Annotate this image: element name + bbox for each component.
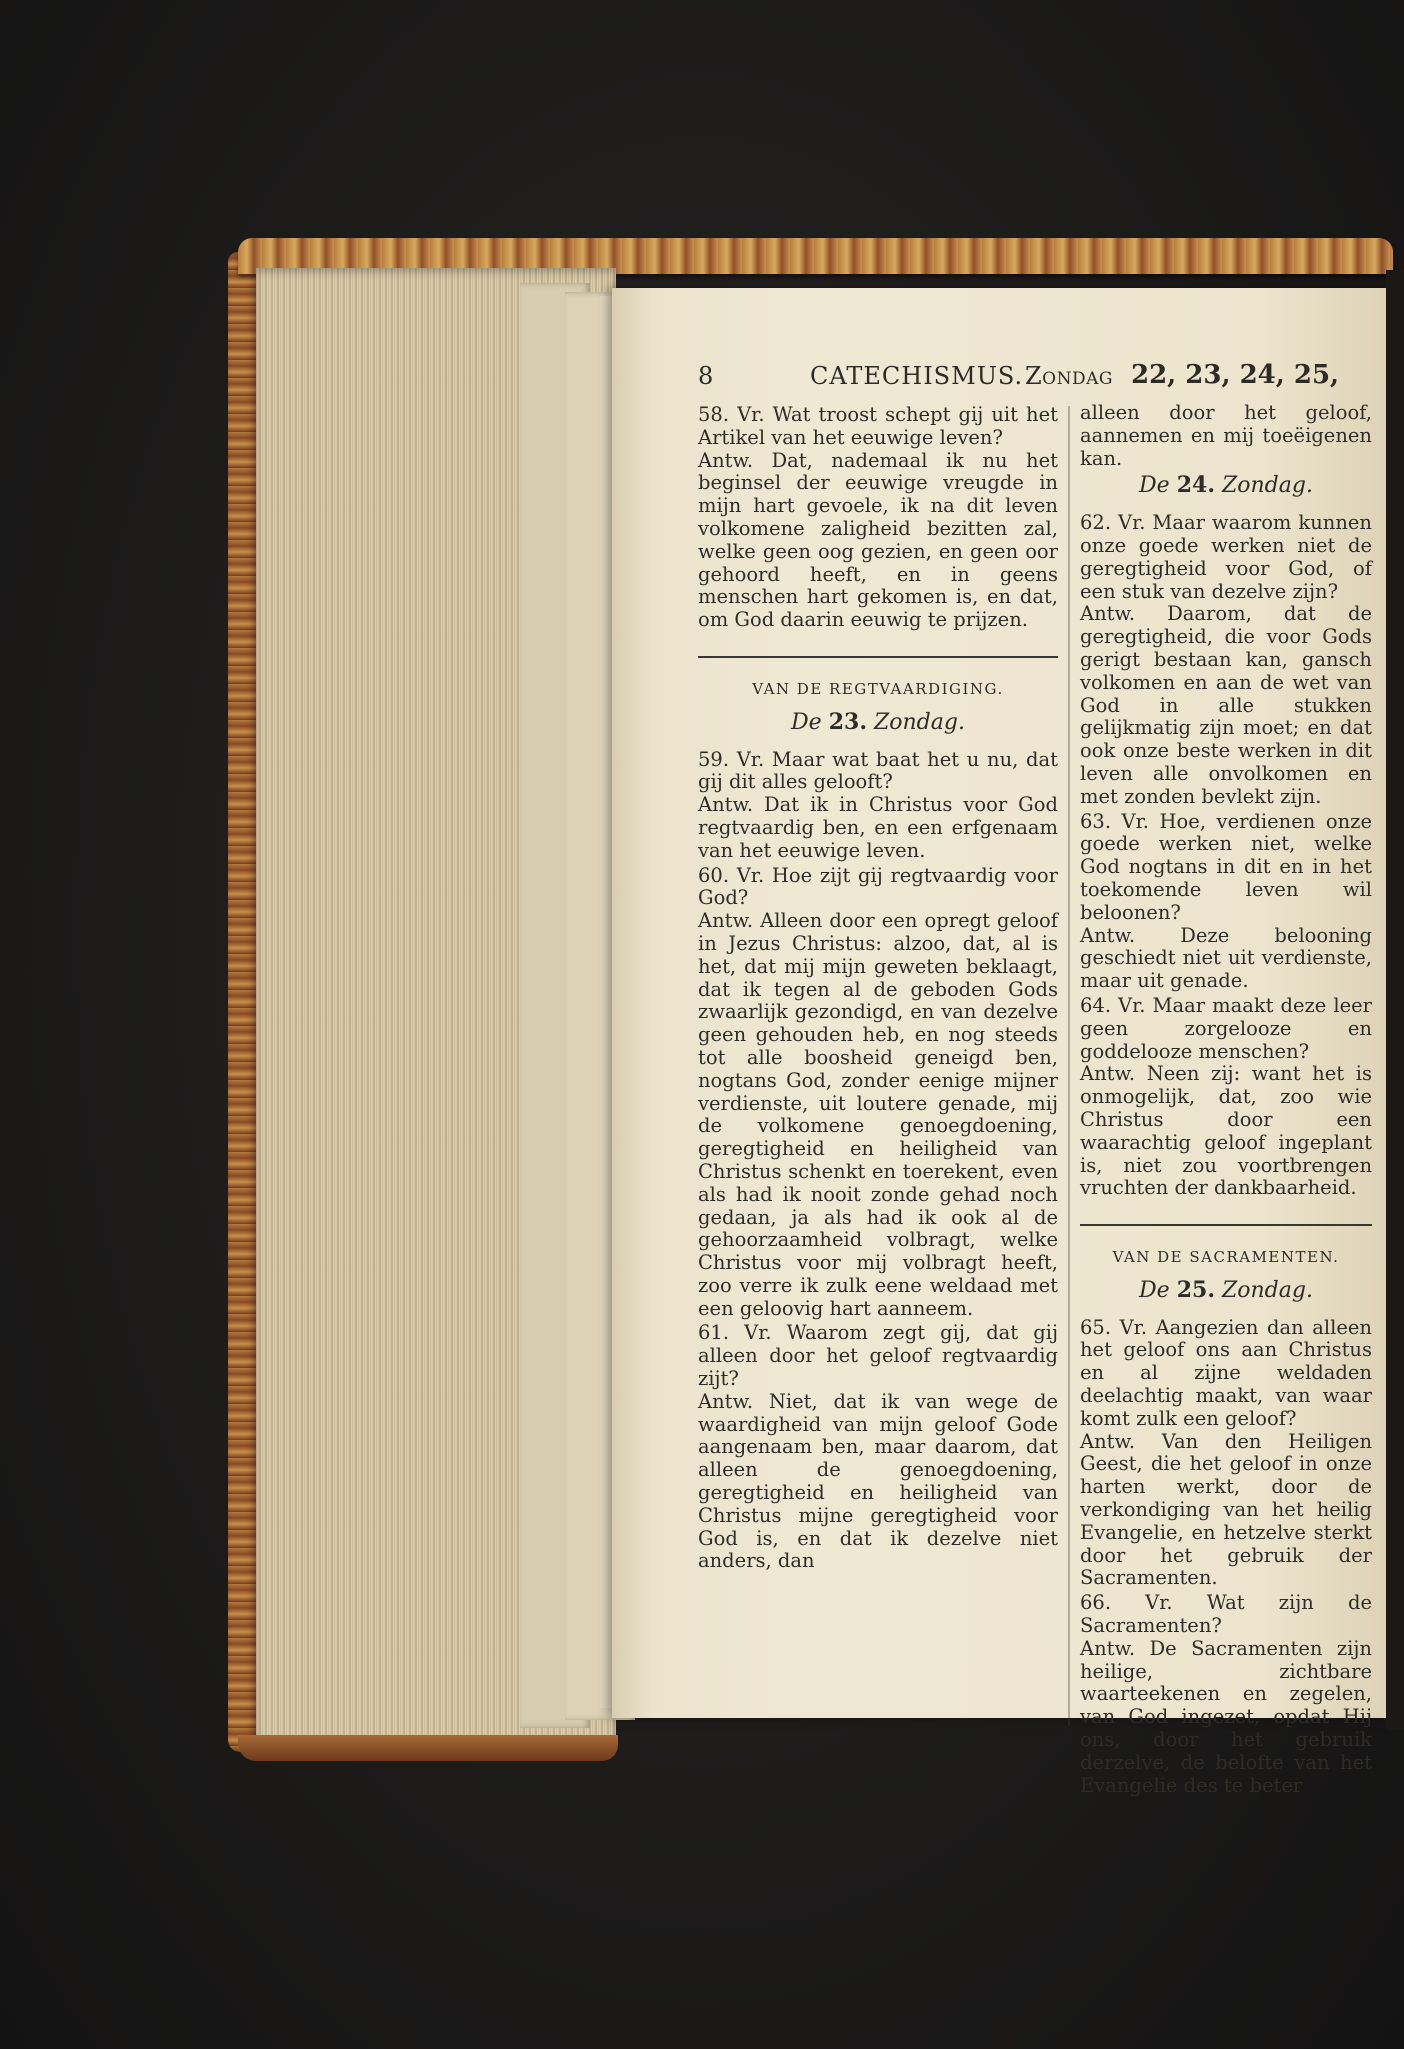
sunday-heading-25 <box>1080 1276 1372 1303</box>
sunday-heading-23 <box>698 708 1058 735</box>
sunday-number: 23. <box>828 708 867 735</box>
header-title: CATECHISMUS. <box>810 362 1024 390</box>
sunday-number: 24. <box>1176 472 1215 499</box>
answer-58: Antw. Dat, nademaal ik nu het beginsel der eeuwige vreugde in mijn hart gevoele, ik na dit leven volkomene zaligheid bezitten zal, welke geen oog gezien, en geen oor gehoord heeft, en in geens menschen hart gekomen is, en dat, om God daarin eeuwig te prijzen. <box>698 448 1058 632</box>
answer-63: Antw. Deze belooning geschiedt niet uit verdienste, maar uit genade. <box>1080 923 1372 993</box>
answer-59: Antw. Dat ik in Christus voor God regtvaardig ben, en een erfgenaam van het eeuwige leven. <box>698 793 1058 862</box>
header-sunday-numbers: 22, 23, 24, 25, <box>1131 360 1340 390</box>
answer-66: Antw. De Sacramenten zijn heilige, zichtbare waarteekenen en zegelen, van God ingezet, opdat Hij ons, door het gebruik derzelve, de belofte van het Evangelie des te beter <box>1080 1636 1372 1797</box>
sunday-de: De <box>1139 473 1170 499</box>
header-zondag: Zondag <box>1025 362 1113 390</box>
sunday-number: 25. <box>1176 1276 1215 1303</box>
question-64: 64. Vr. Maar maakt deze leer geen zorgelooze en goddelooze menschen? <box>1080 993 1372 1063</box>
section-rule <box>1080 1224 1372 1226</box>
answer-60: Antw. Alleen door een opregt geloof in Jezus Christus: alzoo, dat, al is het, dat mij mijn geweten beklaagt, dat ik tegen al de geboden Gods zwaarlijk gezondigd, en van dezelve geen gehouden heb, en nog steeds tot alle boosheid geneigd ben, nogtans God, zonder eenige mijner verdienste, uit loutere genade, mij de volkomene genoegdoening, geregtigheid en heiligheid van Christus schenkt en toerekent, even als had ik nooit zonde gehad noch gedaan, ja als had ik ook al de gehoorzaamheid volbragt, welke Christus voor mij volbragt heeft, zoo verre ik zulk eene weldaad met een geloovig hart aanneem. <box>698 909 1058 1320</box>
question-61: 61. Vr. Waarom zegt gij, dat gij alleen door het geloof regtvaardig zijt? <box>698 1321 1058 1391</box>
sunday-word: Zondag. <box>1221 473 1313 499</box>
question-59: 59. Vr. Maar wat baat het u nu, dat gij dit alles gelooft? <box>698 747 1058 794</box>
question-63: 63. Vr. Hoe, verdienen onze goede werken niet, welke God nogtans in dit en in het toekomende leven wil beloonen? <box>1080 809 1372 924</box>
sunday-heading-24 <box>1080 474 1372 498</box>
photo-right-edge <box>1386 270 1404 1730</box>
answer-62: Antw. Daarom, dat de geregtigheid, die voor Gods gerigt bestaan kan, gansch volkomen en aan de wet van God in alle stukken gelijkmatig zijn moet; en dat ook onze beste werken in dit leven alle onvolkomen en met zonden bevlekt zijn. <box>1080 602 1372 808</box>
sunday-de: De <box>1139 1277 1170 1303</box>
question-60: 60. Vr. Hoe zijt gij regtvaardig voor God? <box>698 863 1058 910</box>
answer-61: Antw. Niet, dat ik van wege de waardigheid van mijn geloof Gode aangenaam ben, maar daarom, dat alleen de genoegdoening, geregtigheid en heiligheid van Christus mijne geregtigheid voor God is, en dat ik dezelve niet anders, dan <box>698 1389 1058 1573</box>
sunday-de: De <box>791 709 822 735</box>
right-column <box>1080 402 1372 1797</box>
section-heading-sacramenten: VAN DE SACRAMENTEN. <box>1112 1248 1340 1267</box>
book-cover-bottom-edge <box>238 1735 618 1761</box>
column-divider <box>1068 406 1070 1726</box>
question-65: 65. Vr. Aangezien dan alleen het geloof ons aan Christus en al zijne weldaden deelachtig maakt, van waar komt zulk een geloof? <box>1080 1315 1372 1430</box>
question-62: 62. Vr. Maar waarom kunnen onze goede werken niet de geregtigheid voor God, of een stuk van dezelve zijn? <box>1080 511 1372 603</box>
question-66: 66. Vr. Wat zijn de Sacramenten? <box>1080 1591 1372 1638</box>
answer-64: Antw. Neen zij: want het is onmogelijk, dat, zoo wie Christus door een waarachtig geloof ingeplant is, niet zou voortbrengen vruchten der dankbaarheid. <box>1080 1062 1372 1200</box>
sunday-word: Zondag. <box>1221 1277 1313 1303</box>
answer-61-continued: alleen door het geloof, aannemen en mij toeëigenen kan. <box>1080 401 1372 470</box>
left-column <box>698 402 1058 1573</box>
section-heading-regtvaardiging: VAN DE REGTVAARDIGING. <box>752 679 1004 698</box>
page-number: 8 <box>698 362 714 390</box>
running-header <box>698 362 1358 402</box>
book-spine <box>228 252 258 1752</box>
sunday-word: Zondag. <box>873 709 965 735</box>
section-rule <box>698 656 1058 658</box>
answer-65: Antw. Van den Heiligen Geest, die het geloof in onze harten werkt, door de verkondiging van het heilig Evangelie, en hetzelve sterkt door het gebruik der Sacramenten. <box>1080 1429 1372 1590</box>
question-58: 58. Vr. Wat troost schept gij uit het Artikel van het eeuwige leven? <box>698 403 1058 449</box>
